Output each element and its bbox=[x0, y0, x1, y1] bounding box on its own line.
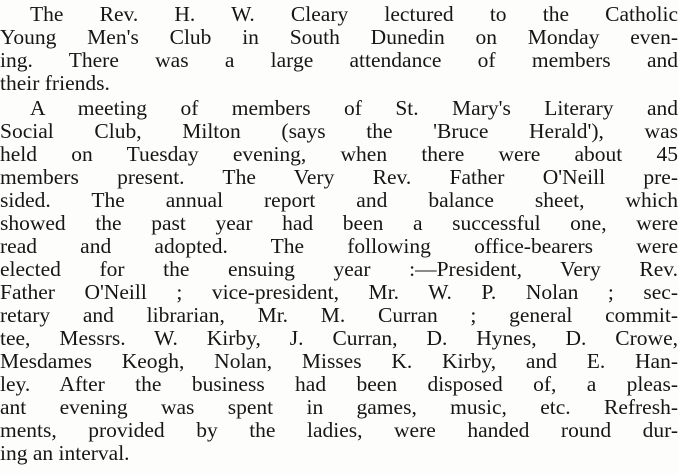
paragraph-2-line-4: members present. The Very Rev. Father O'Neill pre- bbox=[0, 165, 678, 189]
paragraph-2-line-12: Mesdames Keogh, Nolan, Misses K. Kirby, and E. Han- bbox=[0, 349, 678, 373]
paragraph-2-line-9: Father O'Neill ; vice-president, Mr. W. P. Nolan ; sec- bbox=[0, 280, 678, 304]
paragraph-1-line-3: ing. There was a large attendance of members and bbox=[0, 48, 678, 72]
paragraph-2-line-8: elected for the ensuing year :—President, Very Rev. bbox=[0, 257, 678, 281]
paragraph-2-line-5: sided. The annual report and balance sheet, which bbox=[0, 188, 678, 212]
paragraph-2-line-1: A meeting of members of St. Mary's Literary and bbox=[30, 96, 678, 120]
paragraph-2-line-2: Social Club, Milton (says the 'Bruce Herald'), was bbox=[0, 119, 678, 143]
paragraph-2-line-16: ing an interval. bbox=[0, 441, 130, 465]
paragraph-2-line-7: read and adopted. The following office-bearers were bbox=[0, 234, 678, 258]
paragraph-2-line-10: retary and librarian, Mr. M. Curran ; general commit- bbox=[0, 303, 678, 327]
paragraph-2-line-3: held on Tuesday evening, when there were about 45 bbox=[0, 142, 678, 166]
paragraph-2-line-13: ley. After the business had been disposed of, a pleas- bbox=[0, 372, 678, 396]
paragraph-2-line-11: tee, Messrs. W. Kirby, J. Curran, D. Hynes, D. Crowe, bbox=[0, 326, 678, 350]
paragraph-2-line-15: ments, provided by the ladies, were handed round dur- bbox=[0, 418, 678, 442]
paragraph-2-line-6: showed the past year had been a successful one, were bbox=[0, 211, 678, 235]
paragraph-1-line-4: their friends. bbox=[0, 71, 110, 95]
paragraph-1-line-2: Young Men's Club in South Dunedin on Monday even- bbox=[0, 25, 678, 49]
paragraph-1-line-1: The Rev. H. W. Cleary lectured to the Catholic bbox=[30, 2, 678, 26]
paragraph-2-line-14: ant evening was spent in games, music, etc. Refresh- bbox=[0, 395, 678, 419]
